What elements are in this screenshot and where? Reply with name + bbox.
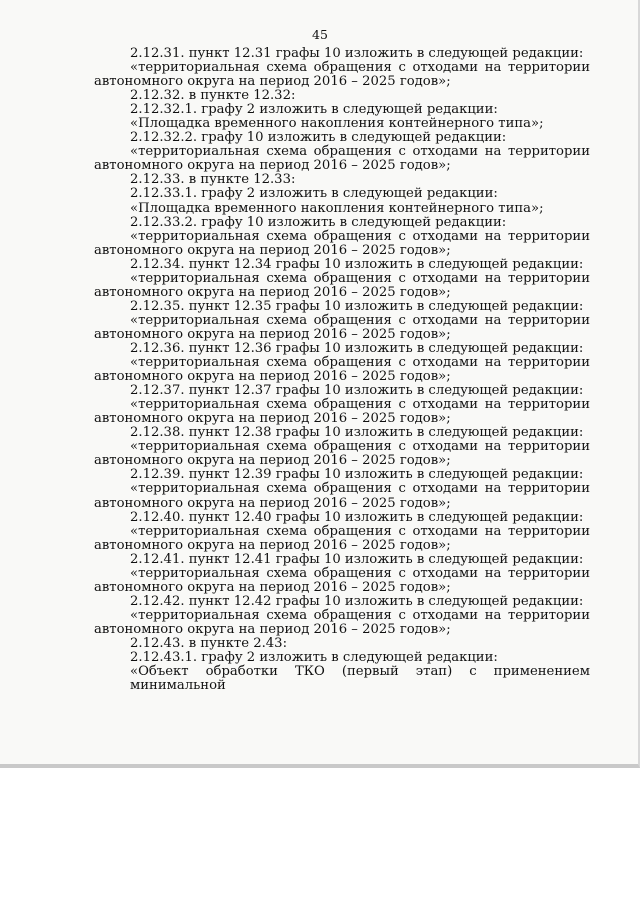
quoted-line-second: автономного округа на период 2016 – 2025 годов»; — [94, 284, 451, 300]
quoted-line-first: «территориальная схема обращения с отходами на территории — [130, 607, 590, 623]
page-number: 45 — [312, 27, 328, 42]
quoted-line-second: автономного округа на период 2016 – 2025 годов»; — [94, 621, 451, 637]
paragraph-line: 2.12.43. в пункте 2.43: — [130, 635, 288, 651]
paragraph-line: 2.12.43.1. графу 2 изложить в следующей редакции: — [130, 650, 498, 666]
paragraph-line: 2.12.37. пункт 12.37 графы 10 изложить в следующей редакции: — [130, 383, 584, 399]
paragraph-line: «Площадка временного накопления контейнерного типа»; — [130, 200, 544, 216]
quoted-line-first: «территориальная схема обращения с отходами на территории — [130, 355, 590, 371]
quoted-line-second: автономного округа на период 2016 – 2025 годов»; — [94, 242, 451, 258]
paragraph-line: 2.12.32. в пункте 12.32: — [130, 88, 296, 104]
paragraph-line: 2.12.31. пункт 12.31 графы 10 изложить в следующей редакции: — [130, 46, 584, 61]
quoted-line-first: «территориальная схема обращения с отходами на территории — [130, 439, 590, 455]
paragraph-line: 2.12.38. пункт 12.38 графы 10 изложить в следующей редакции: — [130, 425, 584, 441]
paragraph-line: 2.12.39. пункт 12.39 графы 10 изложить в следующей редакции: — [130, 467, 584, 483]
paragraph-line: 2.12.32.1. графу 2 изложить в следующей редакции: — [130, 102, 498, 118]
quoted-line-first: «территориальная схема обращения с отходами на территории — [130, 523, 590, 539]
quoted-line-second: автономного округа на период 2016 – 2025 годов»; — [94, 326, 451, 342]
quoted-line-first: «территориальная схема обращения с отходами на территории — [130, 312, 590, 328]
quoted-line-second: автономного округа на период 2016 – 2025 годов»; — [94, 453, 451, 469]
paragraph-line: 2.12.33.2. графу 10 изложить в следующей редакции: — [130, 214, 507, 230]
paragraph-line: 2.12.42. пункт 12.42 графы 10 изложить в следующей редакции: — [130, 593, 584, 609]
quoted-line-second: автономного округа на период 2016 – 2025 годов»; — [94, 495, 451, 511]
quoted-line-first: «территориальная схема обращения с отходами на территории — [130, 228, 590, 244]
quoted-line-second: автономного округа на период 2016 – 2025 годов»; — [94, 579, 451, 595]
quoted-line-second: автономного округа на период 2016 – 2025 годов»; — [94, 411, 451, 427]
quoted-line-second: автономного округа на период 2016 – 2025 годов»; — [94, 158, 451, 174]
paragraph-line: 2.12.41. пункт 12.41 графы 10 изложить в следующей редакции: — [130, 551, 584, 567]
paragraph-line: 2.12.32.2. графу 10 изложить в следующей редакции: — [130, 130, 507, 146]
quoted-line-first: «территориальная схема обращения с отходами на территории — [130, 60, 590, 76]
quoted-line-second: автономного округа на период 2016 – 2025 годов»; — [94, 74, 451, 90]
quoted-line-first: «территориальная схема обращения с отходами на территории — [130, 565, 590, 581]
quoted-line-second: автономного округа на период 2016 – 2025 годов»; — [94, 369, 451, 385]
paragraph-line: 2.12.36. пункт 12.36 графы 10 изложить в следующей редакции: — [130, 340, 584, 356]
paragraph-line-continued: «Объект обработки ТКО (первый этап) с применением минимальной — [130, 664, 590, 694]
document-body — [94, 46, 590, 694]
quoted-line-first: «территориальная схема обращения с отходами на территории — [130, 397, 590, 413]
quoted-line-first: «территориальная схема обращения с отходами на территории — [130, 481, 590, 497]
paragraph-line: 2.12.34. пункт 12.34 графы 10 изложить в следующей редакции: — [130, 256, 584, 272]
quoted-line-second: автономного округа на период 2016 – 2025 годов»; — [94, 537, 451, 553]
paragraph-line: 2.12.40. пункт 12.40 графы 10 изложить в следующей редакции: — [130, 509, 584, 525]
paragraph-line: 2.12.35. пункт 12.35 графы 10 изложить в следующей редакции: — [130, 298, 584, 314]
paragraph-line: «Площадка временного накопления контейнерного типа»; — [130, 116, 544, 132]
paragraph-line: 2.12.33.1. графу 2 изложить в следующей редакции: — [130, 186, 498, 202]
paragraph-line: 2.12.33. в пункте 12.33: — [130, 172, 296, 188]
quoted-line-first: «территориальная схема обращения с отходами на территории — [130, 144, 590, 160]
quoted-line-first: «территориальная схема обращения с отходами на территории — [130, 270, 590, 286]
